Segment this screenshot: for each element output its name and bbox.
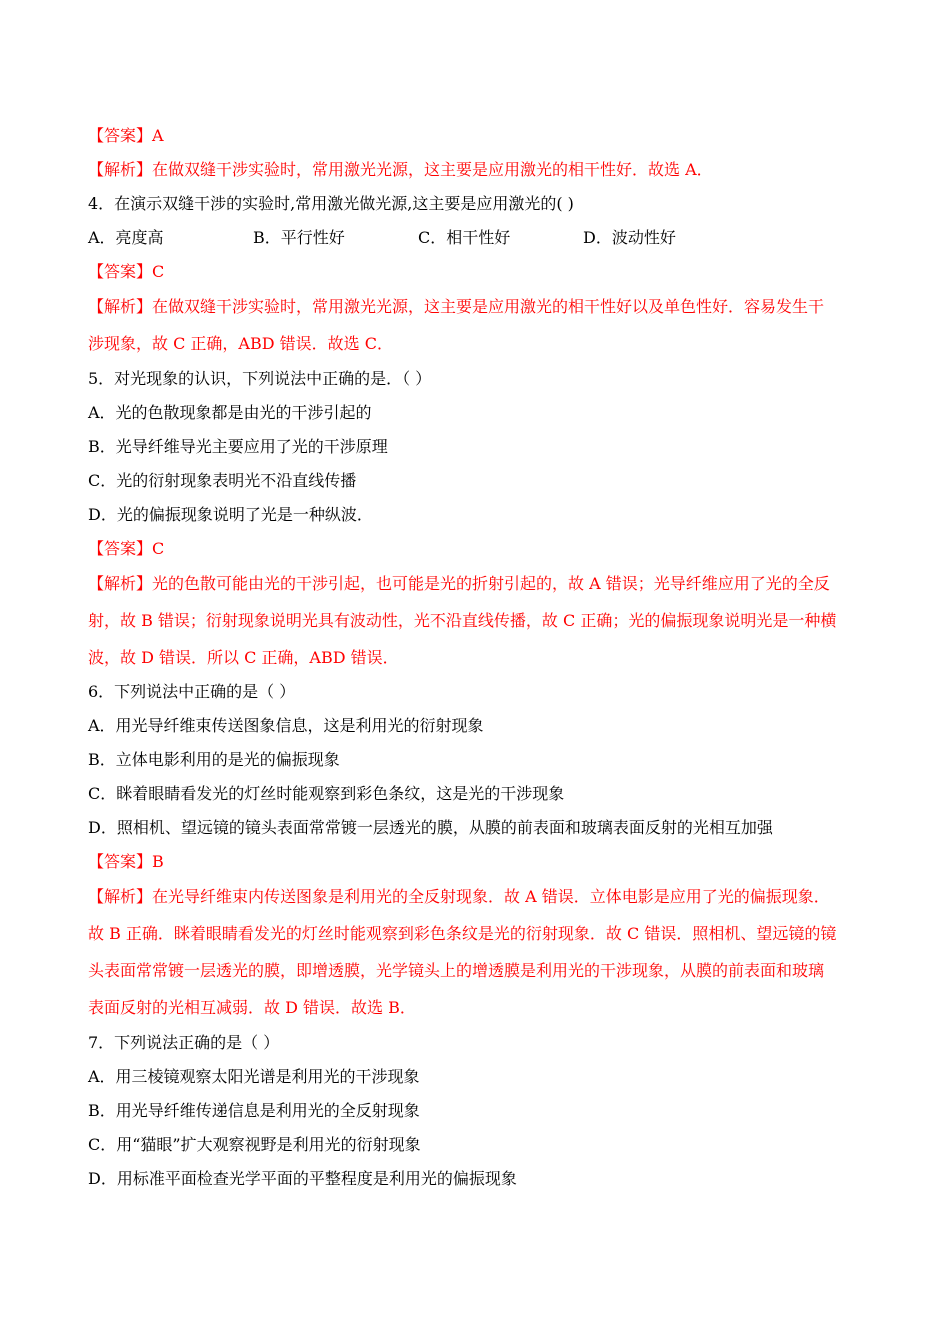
q6-analysis-line: 头表面常常镀一层透光的膜，即增透膜，光学镜头上的增透膜是利用光的干涉现象，从膜的前表面和玻璃 bbox=[88, 961, 825, 980]
q5-analysis-line: 射，故 B 错误；衍射现象说明光具有波动性，光不沿直线传播，故 C 正确；光的偏振现象说明光是一种横 bbox=[88, 611, 837, 630]
q5-option-a: A．光的色散现象都是由光的干涉引起的 bbox=[88, 403, 372, 422]
q4-option-b: B．平行性好 bbox=[253, 228, 345, 247]
q4-option-a: A．亮度高 bbox=[88, 228, 164, 247]
q4-option-c: C．相干性好 bbox=[418, 228, 511, 247]
q5-question: 5．对光现象的认识，下列说法中正确的是．（ ） bbox=[88, 369, 432, 388]
q7-question: 7．下列说法正确的是（ ） bbox=[88, 1033, 280, 1052]
q7-option-d: D．用标准平面检查光学平面的平整程度是利用光的偏振现象 bbox=[88, 1169, 517, 1188]
q4-answer: 【答案】C bbox=[88, 262, 165, 281]
q5-option-b: B．光导纤维导光主要应用了光的干涉原理 bbox=[88, 437, 388, 456]
q7-option-b: B．用光导纤维传递信息是利用光的全反射现象 bbox=[88, 1101, 420, 1120]
q6-analysis-line: 故 B 正确．眯着眼睛看发光的灯丝时能观察到彩色条纹是光的衍射现象．故 C 错误．照相机、望远镜的镜 bbox=[88, 924, 837, 943]
q6-option-a: A．用光导纤维束传送图象信息，这是利用光的衍射现象 bbox=[88, 716, 484, 735]
q6-analysis-line: 表面反射的光相互减弱．故 D 错误．故选 B． bbox=[88, 998, 416, 1017]
q6-option-b: B．立体电影利用的是光的偏振现象 bbox=[88, 750, 340, 769]
q6-option-c: C．眯着眼睛看发光的灯丝时能观察到彩色条纹，这是光的干涉现象 bbox=[88, 784, 565, 803]
q3-answer: 【答案】A bbox=[88, 126, 164, 145]
q4-question: 4．在演示双缝干涉的实验时,常用激光做光源,这主要是应用激光的( ) bbox=[88, 194, 574, 213]
q6-answer: 【答案】B bbox=[88, 852, 164, 871]
q5-analysis-line: 波，故 D 错误．所以 C 正确，ABD 错误． bbox=[88, 648, 399, 667]
q6-option-d: D．照相机、望远镜的镜头表面常常镀一层透光的膜，从膜的前表面和玻璃表面反射的光相互加强 bbox=[88, 818, 773, 837]
q7-option-a: A．用三棱镜观察太阳光谱是利用光的干涉现象 bbox=[88, 1067, 420, 1086]
q4-option-d: D．波动性好 bbox=[583, 228, 676, 247]
q5-option-d: D．光的偏振现象说明了光是一种纵波． bbox=[88, 505, 373, 524]
q5-analysis-line: 【解析】光的色散可能由光的干涉引起，也可能是光的折射引起的，故 A 错误；光导纤维应用了光的全反 bbox=[88, 574, 830, 593]
q5-option-c: C．光的衍射现象表明光不沿直线传播 bbox=[88, 471, 357, 490]
q3-analysis: 【解析】在做双缝干涉实验时，常用激光光源，这主要是应用激光的相干性好．故选 A． bbox=[88, 160, 713, 179]
q4-analysis-line: 【解析】在做双缝干涉实验时，常用激光光源，这主要是应用激光的相干性好以及单色性好．容易发生干 bbox=[88, 297, 825, 316]
q5-answer: 【答案】C bbox=[88, 539, 165, 558]
q6-analysis-line: 【解析】在光导纤维束内传送图象是利用光的全反射现象．故 A 错误．立体电影是应用了光的偏振现象． bbox=[88, 887, 830, 906]
q7-option-c: C．用“猫眼”扩大观察视野是利用光的衍射现象 bbox=[88, 1135, 421, 1154]
q6-question: 6．下列说法中正确的是（ ） bbox=[88, 682, 296, 701]
q4-analysis-line: 涉现象，故 C 正确，ABD 错误．故选 C． bbox=[88, 334, 393, 353]
q4-options bbox=[88, 228, 868, 248]
